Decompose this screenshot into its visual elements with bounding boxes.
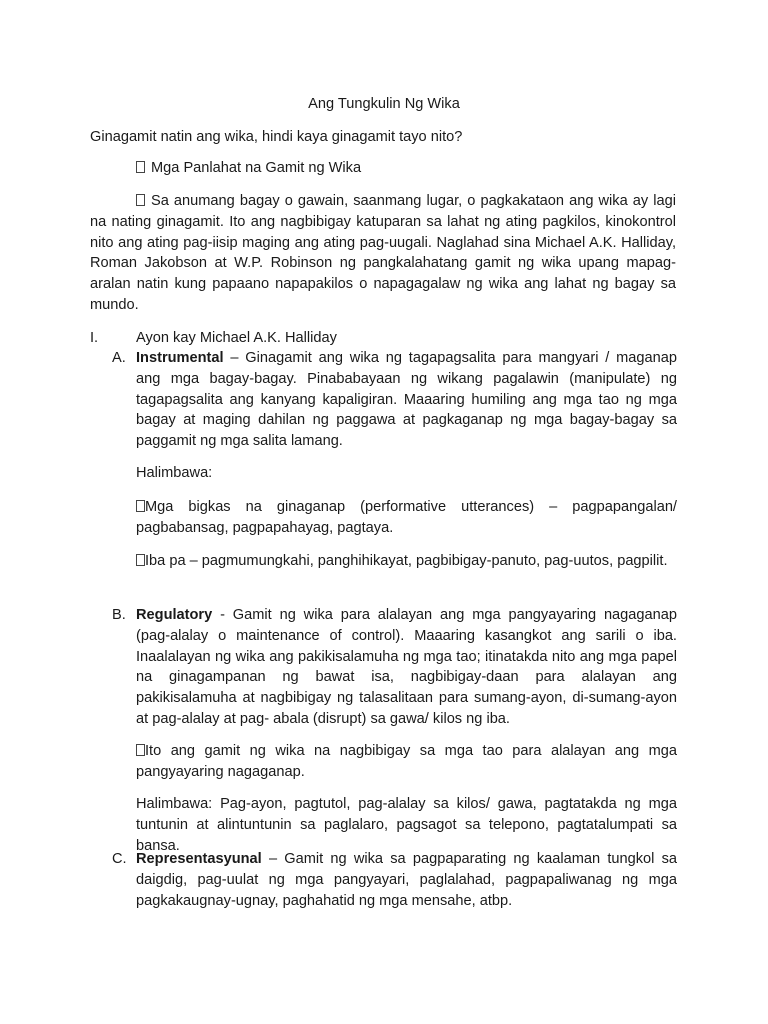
term-label: Regulatory — [136, 607, 213, 623]
example-label: Halimbawa: — [136, 465, 213, 481]
roman-heading: Ayon kay Michael A.K. Halliday — [136, 330, 337, 346]
term-label: Representasyunal — [136, 851, 262, 867]
missing-glyph-icon — [136, 500, 145, 512]
intro-paragraph — [90, 191, 676, 316]
term-description: - Gamit ng wika para alalayan ang mga pangyayaring nagaganap (pag-alalay o maintenance of control). Maaaring kasangkot ang sarili o iba. Inaalalayan ng wika ang pakikisalamuha ng mga tao; itinatakda nito ang mga papel na ginagampanan ng bawat isa, nagbibigay-daan para alalayan ang pakikisalamuha at nagbibigay ng talasalitaan para sumang-ayon, di-sumang-ayon at pag-alalay at pag- abala (disrupt) sa gawa/ kilos ng iba. — [136, 607, 677, 727]
list-letter: A. — [112, 350, 126, 366]
document-title: Ang Tungkulin Ng Wika — [308, 96, 460, 112]
roman-numeral: I. — [90, 330, 99, 346]
term-label: Instrumental — [136, 350, 224, 366]
term-description: – Gamit ng wika sa pagpaparating ng kaalaman tungkol sa daigdig, pag-uulat ng mga pangyayari, paglalahad, pagpapaliwanag ng mga pagkakaugnay-ugnay, paghahatid ng mga mensahe, atbp. — [136, 851, 677, 909]
missing-glyph-icon — [136, 744, 145, 756]
example-paragraph-text: Iba pa – pagmumungkahi, panghihikayat, pagbibigay-panuto, pag-uutos, pagpilit. — [145, 553, 668, 569]
example-paragraph: Halimbawa: Pag-ayon, pagtutol, pag-alalay sa kilos/ gawa, pagtatakda ng mga tuntunin at alintuntunin sa paglalaro, pagsagot sa telepono, pagtatalumpati sa bansa. — [136, 796, 677, 854]
example-paragraph — [136, 741, 677, 783]
list-letter: B. — [112, 607, 126, 623]
section-heading-text: Mga Panlahat na Gamit ng Wika — [151, 160, 362, 176]
example-paragraph — [136, 497, 677, 539]
missing-glyph-icon — [136, 554, 145, 566]
intro-question: Ginagamit natin ang wika, hindi kaya ginagamit tayo nito? — [90, 129, 463, 145]
list-item-regulatory — [112, 605, 677, 730]
section-heading — [136, 158, 361, 179]
missing-glyph-icon — [136, 161, 145, 173]
example-paragraph — [136, 551, 677, 572]
example-paragraph-text: Mga bigkas na ginaganap (performative utterances) – pagpapangalan/ pagbabansag, pagpapahayag, pagtaya. — [136, 499, 677, 536]
intro-paragraph-text: Sa anumang bagay o gawain, saanmang lugar, o pagkakataon ang wika ay lagi na nating ginagamit. Ito ang nagbibigay katuparan sa lahat ng ating pagkilos, kinokontrol nito ang ating pag-iisip maging ang ating pag-uugali. Naglahad sina Michael A.K. Halliday, Roman Jakobson at W.P. Robinson ng pangkalahatang gamit ng wika upang mapag-aralan natin kung papaano napapakilos o napagagalaw ng wika ang lahat ng bagay sa mundo. — [90, 193, 676, 313]
missing-glyph-icon — [136, 194, 145, 206]
list-letter: C. — [112, 851, 127, 867]
term-description: – Ginagamit ang wika ng tagapagsalita para mangyari / maganap ang mga bagay-bagay. Pinababayaan ng wikang pagalawin (manipulate) ng tagapagsalita ang kanyang kapaligiran. Maaaring humiling ang mga tao ng mga bagay at maging dahilan ng paggawa at pagkaganap ng mga bagay-bagay sa paggamit ng mga salita lamang. — [136, 350, 677, 450]
list-item-instrumental — [112, 348, 677, 452]
list-item-representasyunal — [112, 849, 677, 911]
example-paragraph-text: Ito ang gamit ng wika na nagbibigay sa mga tao para alalayan ang mga pangyayaring nagaganap. — [136, 743, 677, 780]
